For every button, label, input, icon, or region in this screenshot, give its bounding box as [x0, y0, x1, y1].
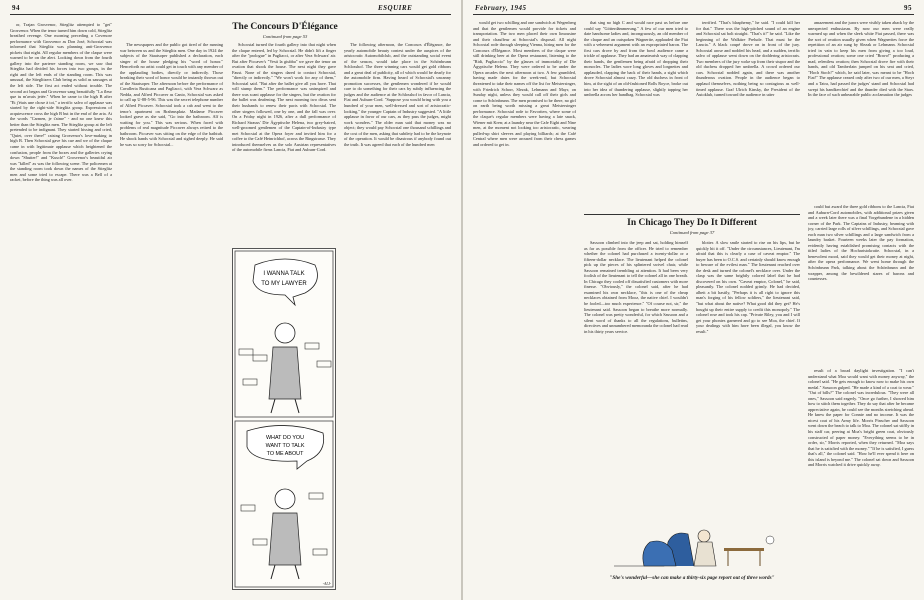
- illustration-drawing: [584, 522, 800, 572]
- second-article-headline: In Chicago They Do It Different: [627, 218, 757, 228]
- right-column-2-top: [584, 20, 688, 180]
- column-text: Sassoon climbed into the jeep and sat, holding himself as far as possible from the officer. He tried to remember whether the colonel had purchased a twenty-dollar or a fifteen-dollar necklace. The lieutenant helped the colonel pick up the pieces of his splintered swivel chair, while Sassoon remained trembling at attention. It had been very foolish of the lieutenant to tell the colonel all in one breath. In Chicago they cooled off dissatisfied customers with more finesse. "Obviously," the colonel said, after he had examined his own necklace, "this is one of the cheap necklaces obtained from Mooz, the native chief. I wouldn't be fooled—too much experience." "Of course not, sir," the lieutenant said. Sassoon began to breathe more normally. The colonel was pretty wonderful, for which Sassoon and a silent word of thanks to all the regulations, bulletins, directives and unnumbered memoranda the colonel had read in his thirty years service.: [584, 240, 688, 334]
- column-text: that sing no high C and would race past us before one could say "Götterdämmerung." A few of our men tried to date handsome ladies and, incongruously, an old member of the claque and an outspoken Wagnerite, applauded the Fiat with a vehement argument with an expropriated baron. The first cars drove by and from the bowl audience came a trickle of applause. They had an amateurish way of clapping their hands, the gentlemen being afraid of dropping their monocles. The ladies wore long gloves and lorgnettes and applauded, clapping the back of their hands, a sight which drove Schocstal almost crazy. The old duchess in front of him, at the sight of an old-fashioned Rolls Royce, broke out into her idea of thundering applause, slightly tapping her umbrella across her handbag. Schocstal was: [584, 20, 688, 98]
- header-rule-right: [473, 14, 914, 15]
- article-continued-note: Continued from page 53: [262, 34, 308, 39]
- cartoon-bottom-text-line2: WANT TO TALK: [265, 443, 305, 449]
- column-text: amazement and the jurors were visibly taken aback by the unexpected enthusiasm. By now our men were really warmed up and when the sleek white Fiat passed, there was the sort of ovation usually given when Wagnerites force the repetition of an air sung by Slezak or Lehmann. Schocstal tried in vain to keep his men from giving a too loud, professional ovation; some one cried "Bravo!" producing a mad, relentless ovation; then Schocstal drove fire with their hands, and old Tamberlain jumped on his seat and cried, "Hoch Stoch!" which, he said later, was meant to be "Hoch Fiat!" The applause ceased only after two of our men, a Steyr and a Tatra, had passed the judges' stand and Schocstal had swept his handkerchief and the thunder died with the Stars. In the face of such unbearable public acclamation the judges: [808, 20, 914, 98]
- cartoon-top-text-line2: TO MY LAWYER: [261, 281, 307, 287]
- right-column-4-bottom: [808, 368, 914, 592]
- right-column-4-top: [808, 20, 914, 200]
- left-column-4: [344, 42, 451, 592]
- right-page: [463, 0, 924, 600]
- right-column-1: [473, 20, 576, 592]
- cartoon-panel: [232, 248, 336, 590]
- column-text: would get two schilling and one sandwich at Wegenberg and that the gentlemen would provide for tickets and transportation. The two men placed their own limousine and their chauffeur at Schocstal's disposal. All night Schocstal rode through sleeping Vienna, hiring men for the Concours d'Élégance. Most members of the claque were still drinking beer at the Opera restaurant, listening to the "Ridi, Pagliaccio" by the glasses of immortality of Die Ägyptische Helena. They were ordered to be under the Opera arcades the next afternoon at two. A few grumbled, having made dates for the week-end, but Schocstal threatened to take their names off the list for Meistersinger, with Friedrich Schorr, Slezak, Lehmann and Mayr, on Sunday night, unless they would call off their girls and come to Schönbrunn. The men promised to be there, no girl on earth being worth missing a great Meistersinger performance. Schocstal rode to Favoriten, where some of the claque's regular members were having a late snack, Wiener mit Kren; at a laundry near the Cafe Eight and Nine men, at the moment not looking too aristocratic, wearing pulled-up shirt sleeves and playing billiards; at the Café Central where men were aroused from their chess games and ordered to get in.: [473, 20, 576, 148]
- column-text: blotter. A slow smile started to rise on his lips, but he quickly hit it off. "Under the circumstances, Lieutenant, I'm afraid that this is clearly a case of caveat emptor." The buyer has been to O.C.S. and certainly should know enough to beware of the evilest man." The lieutenant reached over the desk and turned the colonel's necklace over. Under the clasp was the same brightly colored label that he had discovered on his own. "Caveat emptor, Colonel," he said, pleasantly. The colonel nodded grimly. He had decided, albeit a bit hastily, "Perhaps it is all right to ignore this man's forging of his fellow soldiers," the lieutenant said, "but what about the native? What good did they get? He's bought up their entire supply to credit this monopoly." The colonel rose and took his cap. "Private Riley, you and I will get your phonies garnered and go to see Moa, the chief. If your dealings with him have been illegal, you know the result.": [696, 240, 800, 334]
- header-rule-left: [10, 14, 451, 15]
- article-headline: The Concours D'Élégance: [232, 22, 338, 32]
- issue-date: February, 1945: [475, 4, 527, 12]
- column-text: The newspapers and the public got tired of the running war between us and the Stieglitz men. One day in 1924 the subjects of the Staatsoper published a declaration, each singer of the house pledging his "word of honor." Henceforth no artist could get in touch with any member of the applauding bodies, directly or indirectly. Those breaking their word of honor would be instantly thrown out of the Staatsoper. The afternoon before the performance of Cavalleria Rusticana and Pagliacci, with Vera Schwarz as Nedda, and Alfred Piccaver as Canio, Schocstal was asked to call up U-88-5-96. This was the secret telephone number of Alfred Piccaver. Schocstal took a cab and went to the tenor's apartment on Brahmsplatz. Madame Piccaver looked grave as she said, "Go into the bathroom. Alf is waiting for you." This was serious. When faced with problems of real magnitude Piccaver always retired to the bathroom. Piccaver was sitting on the edge of the bathtub. He shook hands with Schocstal and sighed deeply. He said he was so sorry for Schocstal...: [120, 42, 223, 147]
- page-number-left: 94: [12, 4, 20, 12]
- cartoon-bottom-text-line3: TO ME ABOUT: [266, 451, 304, 457]
- column-text: The following afternoon, the Concours d'Élégance, the yearly automobile beauty contest under the auspices of the aristocratic Automobilclub, and the outstanding social event of the season, would take place in the Schönbrunn Schlosshof. The three winning cars would get gold ribbons and a great deal of publicity, all of which would be dearly for the automobile firm. Having heard of Schocstal's uncanny promotion successes, the gentlemen wondered if he would care to do something for their cars by subtly influencing the judges and the audience at the Schlosshof in favor of Lancia, Fiat and Auburn-Cord. "Suppose you would bring with you a hundred of your men, well-dressed and sort of aristocratic-looking," the younger Captain of Industry suggested. "A little applause in favor of our cars, as they pass the judges, might work wonders." The older man said that money was no object; they would pay Schocstal one thousand schillings and the cost of the men, asking that subtlety had to be the keynote of the operation. It would be disastrous if anybody found out the truth. It was agreed that each of the hundred men: [344, 42, 451, 147]
- left-column-3: [232, 42, 336, 242]
- left-page: [0, 0, 461, 600]
- column-text: result of a broad daylight investigation. "I can't understand what Moa would want with money anyway," the colonel said. "He gets enough to know now to make his own medal." Sassoon gulped. "He made a kind of a coat to wear." "Out of bills?" The colonel was incredulous. "They were all ones," Sassoon said eagerly. "Once go further, I showed him how to stitch them together. They do say that after he became appreciative again, he could see the months stretching ahead. He knew the paper for Connie and no income. It was the nicest coat of his Army life. Morris Pinscher and Sassoon went down the beach to talk to Moa. The colonel sat stiffly in his staff car, peering at Moa's bright green coat, obviously constructed of paper money. "Everything seems to be in order, sir," Morris reported, when they returned. "Moa says that he is satisfied with the money." "If he is satisfied, I guess that's all," the colonel said. "How he'll ever spend it here on this island is beyond me." The colonel sat down and Sassoon and Morris watched it drive quickly away.: [808, 368, 914, 468]
- left-column-1: [10, 22, 112, 592]
- page-number-right: 95: [904, 4, 912, 12]
- bottom-illustration: [584, 522, 800, 572]
- column-text: could but award the three gold ribbons to the Lancia, Fiat and Auburn-Cord automobiles, with additional prizes given and a week later there was a final Vorgebundene in a hidden corner of the Park. The Captains of Industry, beaming with joy, carried large rolls of silver schillings, and Schocstal gave each man two silver schillings and a large sandwich from a laundry basket. Fourteen weeks later the pay formation, evidently having established promising contacts with the titled ladies of the Hocharistokratie. Schocstal, in a benevolent mood, said they would get their money at night, after the opera performance. We went home through the Schönbrunn Park, talking about the Schönbrunn and the wrapper, among the bewildered stares of barons and countesses.: [808, 204, 914, 282]
- right-column-3-top: [696, 20, 800, 180]
- right-column-4-middle: [808, 204, 914, 364]
- section-rule: [584, 214, 800, 215]
- left-column-2: [120, 42, 223, 592]
- magazine-name: ESQUIRE: [378, 4, 413, 12]
- column-text: terrified. "That's blasphemy," he said. "I could kill her for that." There was the high-pitched sound of an engine and Schocstal sat bolt straight. "That's it!" he said. "Like the beginning of the Walküre Prelude. That must be the Lancia." A black coupé drove on in front of the jury. Schocstal arose and nodded his head, and a sudden, terrific salvo of applause went down on the doddering aristocrats. Two members of the jury woke up from their stupor and the old duchess dropped her umbrella. A crowd ordered our cars. Schocstal nodded again, and there was another thunderous ovation. People in the audience began to applaud themselves, nothing being so contagious as well-timed applause. Graf Ulrich Kinsky, the President of the Autoklub, turned toward the audience in utter: [696, 20, 800, 98]
- column-text: or, Trajan Grosvenor, Stieglitz attempted to "get" Grosvenor. When the tenor turned him down cold, Stieglitz breathed revenge. One morning preceding a Covenore performance with Grosvenor as Don José, Schocstal was informed that Stieglitz was planning anti-Grosvenor pickets that night. All regular members of the claque were warned to be on the alert. Looking down from the fourth gallery into the parterre standing room, we saw that Stieglitz had divided his forces into two groups, in the right and the left ends of the standing room. This was unusual, the Stieglitzers Club being as solid as sausages at the left side. The first act ended without trouble. The second act began and Grosvenor sang beautifully "La fleur que tu m'avais jetée." When he came to the high B after "Et j'étais une chose à toi," a terrific salvo of applause was started by the right-side Stieglitz group. Expressions of acquiescence cross the high B but in the end of the aria. At the words "Carmen, je t'aime" - and no one knew this better than the Stieglitz men. The Stieglitz group at the left pretended to be indignant. They started hissing and cried, "Quiet, over there!" raising Grosvenor's love-making in high B. Then Schocstal gave his cue and we of the claque came in with legitimate applause which heightened the confusion, people from the boxes and the galleries crying down "Shutter!" and "Kusch!" Grosvenor's beautiful air was "killed" as was the following scene. The policemen at the standing room took down the names of the Stieglitz men and some tried to escape. There was a Bell of a racket, before the thing was all over.: [10, 22, 112, 183]
- illustration-caption: "She's wonderful—she can make a thirty-six page report out of three words": [609, 575, 775, 581]
- right-column-2-bottom: [584, 240, 688, 520]
- right-column-3-bottom: [696, 240, 800, 520]
- cartoon-signature: -ALI-: [322, 582, 331, 586]
- cartoon-bottom-text-line1: WHAT DO YOU: [265, 435, 305, 441]
- second-article-continued-note: Continued from page 37: [669, 230, 715, 235]
- cartoon-illustration: [233, 249, 335, 589]
- column-text: Schocstal turned the fourth gallery into that night when the claque entered, led by Schocstal. He didn't lift a finger after the "prologue" in Pagliacci, or after Vera Schwarz' air. But after Piccaver's "Vesti la giubba" we gave the tenor an ovation that shook the house. The next night they gave Faust. None of the singers dared to contact Schocstal, "directly or indirectly." "We won't work for any of them," Schocstal said. "But after the ballet give all you have. That will stump them." The performance was uninspired and there was scant applause for the singers, but the ovation for the ballet was deafening. The next morning two divas sent their husbands to renew their pacts with Schocstal. The other singers followed, one by one, and the fall was over. On a Friday night in 1926, after a dull performance of Richard Strauss' Die Ägyptische Helena, two grey-haired, well-groomed gentlemen of the Captain-of-Industry type met Schocstal at the Opera foyer and invited him for a coffee to the Café Heinrichhof, across the Ringstrasse. They introduced themselves as the solo Austrian representatives of the automobile firms Lancia, Fiat and Auburn-Cord.: [232, 42, 336, 153]
- cartoon-top-text-line1: I WANNA TALK: [263, 271, 305, 277]
